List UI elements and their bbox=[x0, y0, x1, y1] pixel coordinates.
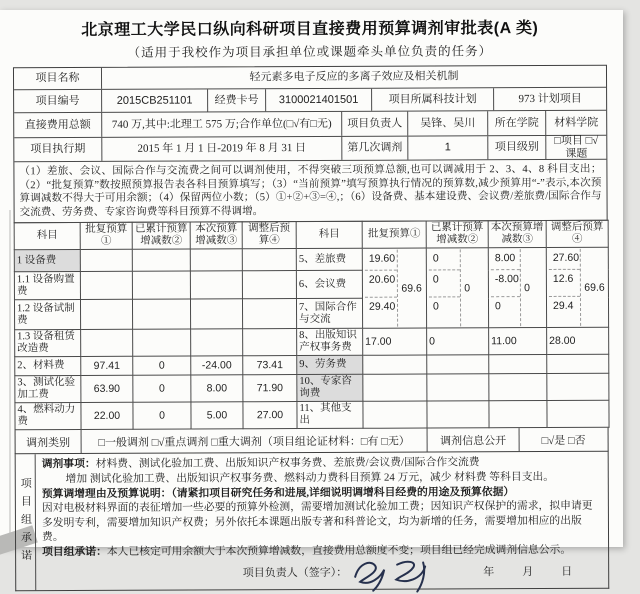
budget-empty-cell bbox=[132, 249, 190, 271]
budget-table bbox=[14, 220, 610, 431]
budget-value-cell: 8.00 bbox=[491, 249, 520, 270]
signature-ink-icon bbox=[349, 554, 445, 592]
promise-text: 本人已核定可用余额大于本次预算增减数，直接费用总额度不变；项目组已经完成调剂信息公示。 bbox=[106, 543, 572, 558]
budget-subtotal-adjusted: 69.6 bbox=[580, 249, 606, 326]
budget-empty-cell bbox=[427, 355, 489, 374]
budget-subject-equipment-purchase: 1.1 设备购置费 bbox=[14, 272, 80, 300]
budget-value-cell: 0 bbox=[427, 328, 489, 355]
budget-subtotal-accumulated: 0 bbox=[460, 250, 486, 327]
budget-value-cell: 12.6 bbox=[549, 270, 580, 297]
budget-value-cell: 8.00 bbox=[191, 375, 243, 402]
budget-subtotal-current: 0 bbox=[520, 249, 544, 326]
promise-line bbox=[42, 543, 602, 560]
budget-value-cell: 17.00 bbox=[363, 328, 427, 355]
budget-header-accumulated-right: 已累计预算增减数② bbox=[426, 221, 488, 248]
budget-subject-other: 11、其他支出 bbox=[297, 402, 363, 429]
budget-empty-cell bbox=[547, 374, 609, 401]
budget-row-5 bbox=[15, 355, 609, 377]
budget-empty-cell bbox=[80, 250, 132, 272]
instructions-text: （1）差旅、会议、国际合作与交流费之间可以调剂使用，不得突破三项预算总额,也可以调减用于 2、3、4、8 科目支出；（2）“批复预算”数按照预算报告表各科目预算填写；（3）“当前预算”填写预算执行情况的预算数,减少预算用“-”表示,本次预算调减数不得大于可用余额；（4）保留两位小数；（5）①+②+③=④,；（6）设备费、基本建设费、会议费/差旅费/国际合作与交流费、劳务费、专家咨询费等科目预算不得调增。 bbox=[14, 159, 606, 223]
adjustment-count-label: 第几次调剂 bbox=[342, 137, 408, 160]
budget-empty-cell bbox=[242, 299, 296, 329]
program-value: 973 计划项目 bbox=[518, 92, 582, 105]
adjustment-count-value: 1 bbox=[408, 136, 488, 159]
budget-row-7 bbox=[15, 401, 609, 431]
budget-empty-cell bbox=[547, 355, 609, 374]
promise-label: 项目组承诺： bbox=[42, 545, 107, 559]
budget-header-approved-left: 批复预算① bbox=[80, 223, 132, 250]
adjustment-matters-text: 材料费、测试化验加工费、出版知识产权事务费、差旅费/会议费/国际合作交流费 bbox=[95, 456, 480, 471]
budget-subject-conference: 6、会议费 bbox=[296, 270, 362, 298]
budget-empty-cell bbox=[190, 271, 242, 299]
budget-value-cell: 63.90 bbox=[81, 376, 133, 403]
budget-value-cell: 5.00 bbox=[191, 402, 243, 429]
category-label: 调剂类别 bbox=[16, 430, 82, 453]
project-number-row bbox=[14, 87, 606, 113]
budget-value-cell: 0 bbox=[432, 300, 439, 313]
disclosure-label: 调剂信息公开 bbox=[428, 428, 520, 451]
budget-row-1 bbox=[14, 248, 608, 272]
budget-subject-testing: 3、测试化验加工费 bbox=[15, 376, 81, 403]
budget-header-adjusted-left: 调整后预算④ bbox=[242, 222, 296, 249]
fund-card-value: 3100021401501 bbox=[266, 89, 372, 111]
budget-header-subject-right: 科目 bbox=[296, 222, 362, 249]
budget-header-row bbox=[14, 221, 608, 251]
budget-empty-cell bbox=[81, 330, 133, 357]
date-label: 年 月 日 bbox=[483, 566, 575, 579]
budget-value-cell: 0 bbox=[429, 250, 460, 271]
adjustment-matters-label: 调剂事项： bbox=[41, 458, 96, 471]
budget-value-cell: 0 bbox=[133, 375, 191, 402]
budget-split-approved bbox=[362, 248, 426, 328]
budget-split-adjusted bbox=[546, 248, 608, 328]
school-label: 所在学院 bbox=[488, 111, 546, 135]
budget-split-current bbox=[488, 248, 546, 328]
budget-empty-cell bbox=[243, 329, 297, 356]
project-level-value: □项目 □√课题 bbox=[554, 134, 599, 160]
scanned-paper bbox=[0, 10, 623, 580]
leader-signature bbox=[349, 560, 445, 586]
budget-value-cell: 0 bbox=[133, 356, 191, 375]
budget-empty-cell bbox=[132, 299, 190, 329]
budget-empty-cell bbox=[133, 329, 191, 356]
budget-empty-cell bbox=[190, 249, 242, 271]
budget-header-adjusted-right: 调整后预算④ bbox=[546, 221, 608, 248]
scan-edge-artifact bbox=[9, 210, 11, 550]
budget-empty-cell bbox=[242, 271, 296, 299]
disclosure-value: □√是 □否 bbox=[541, 434, 586, 447]
budget-empty-cell bbox=[427, 401, 489, 428]
budget-subject-intl-cooperation: 7、国际合作与交流 bbox=[296, 299, 362, 329]
category-row bbox=[15, 428, 609, 455]
budget-value-cell: 22.00 bbox=[81, 403, 133, 430]
project-level-label: 项目级别 bbox=[488, 136, 546, 159]
budget-subject-equipment-rental: 1.3 设备租赁改造费 bbox=[15, 330, 81, 357]
budget-value-cell: 29.40 bbox=[368, 301, 396, 314]
budget-value-cell: 20.60 bbox=[365, 271, 398, 298]
budget-subject-equipment-trial: 1.2 设备试制费 bbox=[14, 300, 80, 330]
school-value: 材料学院 bbox=[554, 116, 599, 129]
budget-empty-cell bbox=[190, 299, 242, 329]
budget-subject-expert-consult: 10、专家咨询费 bbox=[297, 375, 363, 402]
budget-header-subject-left: 科目 bbox=[14, 223, 80, 250]
total-budget-value: 740 万,其中:北理工 575 万;合作单位(□√有□无) bbox=[102, 112, 342, 137]
budget-value-cell: 0 bbox=[429, 271, 460, 298]
budget-value-cell: 19.60 bbox=[365, 250, 398, 271]
project-name-value: 轻元素多电子反应的多离子效应及相关机制 bbox=[249, 70, 459, 84]
budget-subject-publication-ip: 8、出版知识产权事务费 bbox=[297, 329, 363, 356]
budget-empty-cell bbox=[547, 401, 609, 428]
budget-value-cell: 27.60 bbox=[549, 249, 580, 270]
budget-header-current-left: 本次预算增减数③ bbox=[190, 222, 242, 249]
budget-value-cell: 29.4 bbox=[552, 300, 574, 313]
budget-split-accumulated bbox=[426, 248, 488, 328]
budget-row-4 bbox=[15, 328, 609, 358]
budget-subject-equipment: 1 设备费 bbox=[14, 250, 80, 272]
signer-label: 项目负责人（签字）： bbox=[242, 567, 348, 580]
total-budget-label: 直接费用总额 bbox=[14, 113, 102, 137]
budget-empty-cell bbox=[242, 249, 296, 271]
budget-empty-cell bbox=[363, 374, 427, 401]
increase-decrease-line: 增加 测试化验加工费、出版知识产权事务费、燃料动力费科目预算 24 万元，减少 材料费 等科目支出。 bbox=[65, 470, 555, 486]
budget-value-cell: 73.41 bbox=[243, 356, 297, 375]
budget-empty-cell bbox=[363, 401, 427, 428]
project-number-value: 2015CB251101 bbox=[102, 89, 208, 111]
program-label: 项目所属科技计划 bbox=[372, 88, 494, 111]
budget-subject-fuel-power: 4、燃料动力费 bbox=[15, 403, 81, 430]
budget-value-cell: 27.00 bbox=[243, 402, 297, 429]
budget-value-cell: 0 bbox=[133, 402, 191, 429]
budget-value-cell: 0 bbox=[494, 300, 501, 313]
budget-empty-cell bbox=[80, 271, 132, 299]
budget-row-6 bbox=[15, 374, 609, 404]
budget-empty-cell bbox=[191, 329, 243, 356]
budget-value-cell: 11.00 bbox=[489, 328, 547, 355]
period-value: 2015 年 1 月 1 日-2019 年 8 月 31 日 bbox=[102, 137, 342, 161]
form-document bbox=[13, 15, 609, 591]
leader-value: 吴锋、吴川 bbox=[408, 111, 488, 135]
signature-row bbox=[42, 559, 602, 587]
budget-empty-cell bbox=[132, 271, 190, 299]
project-name-row bbox=[14, 66, 606, 90]
project-name-label: 项目名称 bbox=[14, 68, 102, 89]
leader-label: 项目负责人 bbox=[342, 112, 408, 136]
project-number-label: 项目编号 bbox=[14, 90, 102, 112]
budget-header-approved-right: 批复预算① bbox=[362, 221, 426, 248]
budget-value-cell: -24.00 bbox=[191, 356, 243, 375]
budget-subtotal-approved: 69.6 bbox=[397, 250, 424, 327]
commitment-side-label: 项目组承诺 bbox=[16, 455, 37, 590]
page-subtitle: （适用于我校作为项目承担单位或课题牵头单位负责的任务） bbox=[127, 44, 493, 60]
project-info-table bbox=[13, 65, 608, 224]
budget-empty-cell bbox=[80, 300, 132, 330]
page-title: 北京理工大学民口纵向科研项目直接费用预算调剂审批表(A 类) bbox=[81, 20, 539, 39]
commitment-section bbox=[15, 452, 610, 591]
budget-subject-travel: 5、差旅费 bbox=[296, 249, 362, 271]
budget-header-current-right: 本次预算增减数③ bbox=[488, 221, 546, 248]
reason-label-line: 预算调增理由及预算说明：（请紧扣项目研究任务和进展,详细说明调增科目经费的用途及预算依据） bbox=[41, 485, 515, 500]
budget-empty-cell bbox=[489, 355, 547, 374]
commitment-body bbox=[36, 452, 609, 590]
budget-empty-cell bbox=[489, 401, 547, 428]
budget-empty-cell bbox=[489, 374, 547, 401]
budget-value-cell: -8.00 bbox=[491, 270, 520, 297]
period-row bbox=[14, 135, 606, 162]
period-label: 项目执行期 bbox=[14, 138, 102, 161]
reason-text: 因对电极材料界面的表征增加一些必要的预算外检测，需要增加测试化验加工费；因知识产权保护的需求，拟申请更多发明专利，需要增加知识产权费；另外依托本课题出版专著和科普论文，均为新增的任务，需要增加相应的出版费。 bbox=[41, 499, 593, 544]
budget-empty-cell bbox=[363, 355, 427, 374]
budget-value-cell: 97.41 bbox=[81, 357, 133, 376]
category-options: □一般调剂 □√重点调剂 □重大调剂（项目组论证材料：□有 □无） bbox=[82, 429, 428, 454]
budget-empty-cell bbox=[427, 374, 489, 401]
budget-subject-materials: 2、材料费 bbox=[15, 357, 81, 376]
budget-subject-labor: 9、劳务费 bbox=[297, 356, 363, 375]
budget-value-cell: 28.00 bbox=[547, 328, 609, 355]
budget-header-accumulated-left: 已累计预算增减数② bbox=[132, 222, 190, 249]
budget-value-cell: 71.90 bbox=[243, 375, 297, 402]
fund-card-label: 经费卡号 bbox=[208, 89, 266, 111]
total-budget-row bbox=[14, 110, 606, 138]
